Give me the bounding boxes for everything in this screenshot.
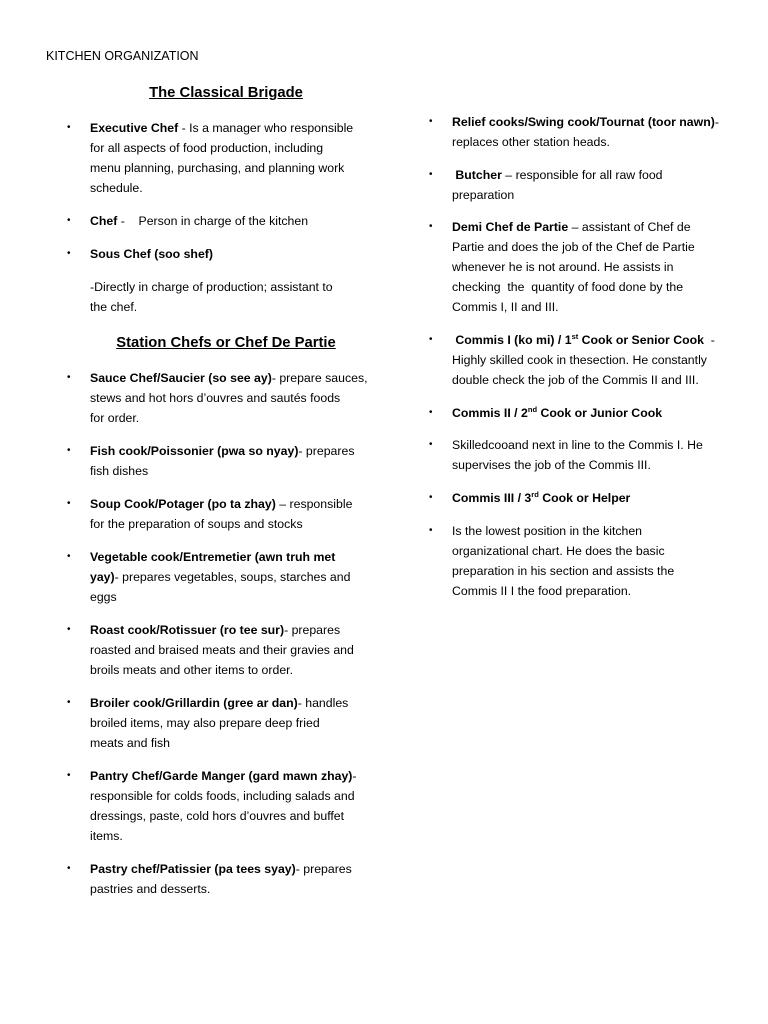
- body-text: Commis II I the food preparation.: [452, 583, 632, 598]
- text-line: [452, 257, 728, 277]
- bold-text: Sauce Chef/Saucier (so see ay): [90, 371, 272, 385]
- list-item: [66, 693, 362, 753]
- paragraph: [66, 277, 362, 317]
- body-text: -: [352, 769, 357, 783]
- bold-text: Commis III / 3: [452, 491, 532, 506]
- text-line: [452, 403, 728, 423]
- body-text: fish dishes: [90, 464, 149, 478]
- body-text: organizational chart. He does the basic: [452, 543, 665, 558]
- text-line: [452, 521, 728, 541]
- text-line: [90, 211, 362, 231]
- body-text: stews and hot hors d’ouvres and sautés foods: [90, 391, 341, 405]
- list-item: [428, 165, 728, 205]
- list-item: [66, 368, 368, 428]
- list-item: [428, 330, 728, 390]
- text-line: [90, 368, 368, 388]
- bullet-marker: •: [67, 445, 71, 456]
- text-line: [90, 713, 362, 733]
- body-text: for the preparation of soups and stocks: [90, 517, 303, 531]
- list-item: [428, 217, 728, 317]
- bullet-marker: •: [429, 334, 433, 346]
- superscript-text: nd: [527, 404, 538, 414]
- body-text: - handles: [297, 696, 349, 710]
- text-line: [90, 567, 362, 587]
- body-text: Skilledcooand next in line to the Commis I. He: [452, 438, 703, 453]
- text-line: [90, 277, 362, 297]
- list-item: [66, 766, 362, 846]
- body-text: – responsible: [275, 497, 353, 511]
- bullet-marker: •: [67, 498, 71, 509]
- body-text: checking the quantity of food done by the: [452, 280, 684, 295]
- text-line: [90, 766, 362, 786]
- section: [66, 83, 362, 330]
- bullet-marker: •: [429, 439, 433, 451]
- section: [428, 112, 728, 614]
- text-line: [90, 158, 362, 178]
- bold-text: Fish cook/Poissonier (pwa so nyay): [90, 444, 299, 458]
- text-line: [90, 388, 362, 408]
- text-line: [90, 514, 362, 534]
- bullet-marker: •: [67, 770, 71, 781]
- body-text: -: [714, 115, 719, 129]
- text-line: [452, 581, 728, 601]
- text-line: [452, 165, 728, 185]
- list-item: [66, 620, 362, 680]
- body-text: replaces other station heads.: [452, 135, 610, 149]
- text-line: [90, 297, 362, 317]
- section-heading: The Classical Brigade: [149, 85, 303, 101]
- text-line: [90, 587, 362, 607]
- body-text: Commis I, II and III.: [452, 300, 559, 315]
- text-line: [90, 441, 362, 461]
- bullet-marker: •: [67, 551, 71, 562]
- text-line: [452, 541, 728, 561]
- bold-text: yay): [90, 570, 115, 584]
- list-item: [66, 211, 362, 231]
- body-text: – assistant of Chef de: [568, 220, 691, 235]
- body-text: - prepares: [295, 862, 352, 876]
- section-heading: Station Chefs or Chef De Partie: [116, 335, 336, 351]
- text-line: [90, 693, 362, 713]
- text-line: [452, 277, 728, 297]
- text-line: [452, 132, 728, 152]
- body-text: - prepares: [284, 623, 341, 637]
- bold-text: Relief cooks/Swing cook/Tournat (toor nawn): [452, 115, 715, 129]
- bullet-marker: •: [67, 248, 71, 259]
- text-line: [90, 408, 362, 428]
- text-line: [90, 178, 362, 198]
- body-text: Highly skilled cook in thesection. He constantly: [452, 353, 707, 368]
- text-line: [90, 640, 362, 660]
- text-line: [90, 660, 362, 680]
- text-line: [452, 488, 728, 508]
- body-text: dressings, paste, cold hors d’ouvres and buffet: [90, 809, 345, 823]
- bold-text: Vegetable cook/Entremetier (awn truh met: [90, 550, 336, 564]
- text-line: [452, 370, 728, 390]
- text-line: [452, 330, 728, 350]
- text-line: [90, 461, 362, 481]
- bullet-marker: •: [429, 406, 433, 418]
- bold-text: Commis I (ko mi) / 1: [452, 333, 572, 348]
- body-text: menu planning, purchasing, and planning work: [90, 161, 345, 175]
- text-line: [452, 217, 728, 237]
- superscript-text: rd: [531, 490, 539, 500]
- body-text: eggs: [90, 590, 117, 604]
- text-line: [452, 561, 728, 581]
- bullet-marker: •: [429, 492, 433, 504]
- text-line: [452, 185, 728, 205]
- bold-text: Broiler cook/Grillardin (gree ar dan): [90, 696, 298, 710]
- body-text: - prepares: [298, 444, 355, 458]
- body-text: supervises the job of the Commis III.: [452, 458, 651, 473]
- bold-text: Butcher: [452, 167, 502, 182]
- body-text: meats and fish: [90, 736, 170, 750]
- list-item: [428, 112, 728, 152]
- text-line: [90, 859, 362, 879]
- bold-text: Pastry chef/Patissier (pa tees syay): [90, 862, 296, 876]
- list-item: [66, 441, 362, 481]
- text-line: [90, 620, 362, 640]
- text-line: [90, 494, 362, 514]
- text-line: [452, 350, 728, 370]
- bullet-marker: •: [429, 221, 433, 233]
- bullet-marker: •: [429, 168, 433, 180]
- bullet-marker: •: [67, 863, 71, 874]
- text-line: [90, 733, 362, 753]
- text-line: [452, 455, 728, 475]
- bullet-marker: •: [429, 116, 433, 127]
- body-text: broils meats and other items to order.: [90, 663, 293, 677]
- list-item: [428, 435, 728, 475]
- bold-text: Cook or Junior Cook: [537, 405, 663, 420]
- body-text: roasted and braised meats and their gravies and: [90, 643, 354, 657]
- body-text: Is the lowest position in the kitchen: [452, 523, 643, 538]
- list-item: [428, 403, 728, 423]
- bullet-marker: •: [67, 122, 71, 133]
- list-item: [428, 521, 728, 601]
- text-line: [90, 547, 362, 567]
- bold-text: Pantry Chef/Garde Manger (gard mawn zhay): [90, 769, 353, 783]
- text-line: [452, 297, 728, 317]
- body-text: - Person in charge of the kitchen: [117, 214, 309, 228]
- list-item: [66, 494, 362, 534]
- bold-text: Cook or Helper: [538, 491, 631, 506]
- list-item: [66, 244, 362, 264]
- bullet-marker: •: [67, 624, 71, 635]
- body-text: -: [703, 333, 715, 348]
- body-text: preparation in his section and assists the: [452, 563, 675, 578]
- body-text: double check the job of the Commis II and III.: [452, 373, 699, 388]
- bold-text: Demi Chef de Partie: [452, 220, 569, 235]
- body-text: - prepares vegetables, soups, starches and: [114, 570, 351, 584]
- text-line: [90, 879, 362, 899]
- text-line: [90, 244, 362, 264]
- body-text: - Is a manager who responsible: [178, 121, 354, 135]
- body-text: whenever he is not around. He assists in: [452, 260, 674, 275]
- bullet-marker: •: [67, 697, 71, 708]
- body-text: items.: [90, 829, 123, 843]
- list-item: [66, 859, 362, 899]
- bold-text: Sous Chef (soo shef): [90, 247, 213, 261]
- body-text: schedule.: [90, 181, 143, 195]
- bold-text: Cook or Senior Cook: [578, 333, 704, 348]
- text-line: [452, 237, 728, 257]
- bold-text: Commis II / 2: [452, 405, 528, 420]
- superscript-text: st: [571, 332, 579, 342]
- bold-text: Roast cook/Rotissuer (ro tee sur): [90, 623, 285, 637]
- left-column: [66, 83, 368, 912]
- bold-text: Soup Cook/Potager (po ta zhay): [90, 497, 276, 511]
- body-text: broiled items, may also prepare deep fried: [90, 716, 320, 730]
- text-line: [452, 435, 728, 455]
- body-text: - prepare sauces,: [271, 371, 368, 385]
- text-line: [90, 826, 362, 846]
- right-column: [428, 112, 728, 614]
- body-text: responsible for colds foods, including salads and: [90, 789, 355, 803]
- text-line: [452, 112, 728, 132]
- bullet-marker: •: [67, 215, 71, 226]
- body-text: preparation: [452, 187, 515, 202]
- section: [66, 330, 368, 912]
- document-title: KITCHEN ORGANIZATION: [46, 49, 199, 63]
- body-text: for all aspects of food production, including: [90, 141, 324, 155]
- body-text: for order.: [90, 411, 140, 425]
- list-item: [66, 547, 362, 607]
- text-line: [90, 118, 362, 138]
- text-line: [90, 138, 362, 158]
- bullet-marker: •: [67, 372, 71, 383]
- body-text: – responsible for all raw food: [501, 167, 663, 182]
- bold-text: Chef: [90, 214, 118, 228]
- body-text: pastries and desserts.: [90, 882, 211, 896]
- bullet-marker: •: [429, 524, 433, 536]
- text-line: [90, 786, 362, 806]
- body-text: the chef.: [90, 300, 138, 314]
- text-line: [90, 806, 362, 826]
- list-item: [428, 488, 728, 508]
- body-text: -Directly in charge of production; assistant to: [90, 280, 333, 294]
- list-item: [66, 118, 362, 198]
- bold-text: Executive Chef: [90, 121, 179, 135]
- body-text: Partie and does the job of the Chef de Partie: [452, 240, 695, 255]
